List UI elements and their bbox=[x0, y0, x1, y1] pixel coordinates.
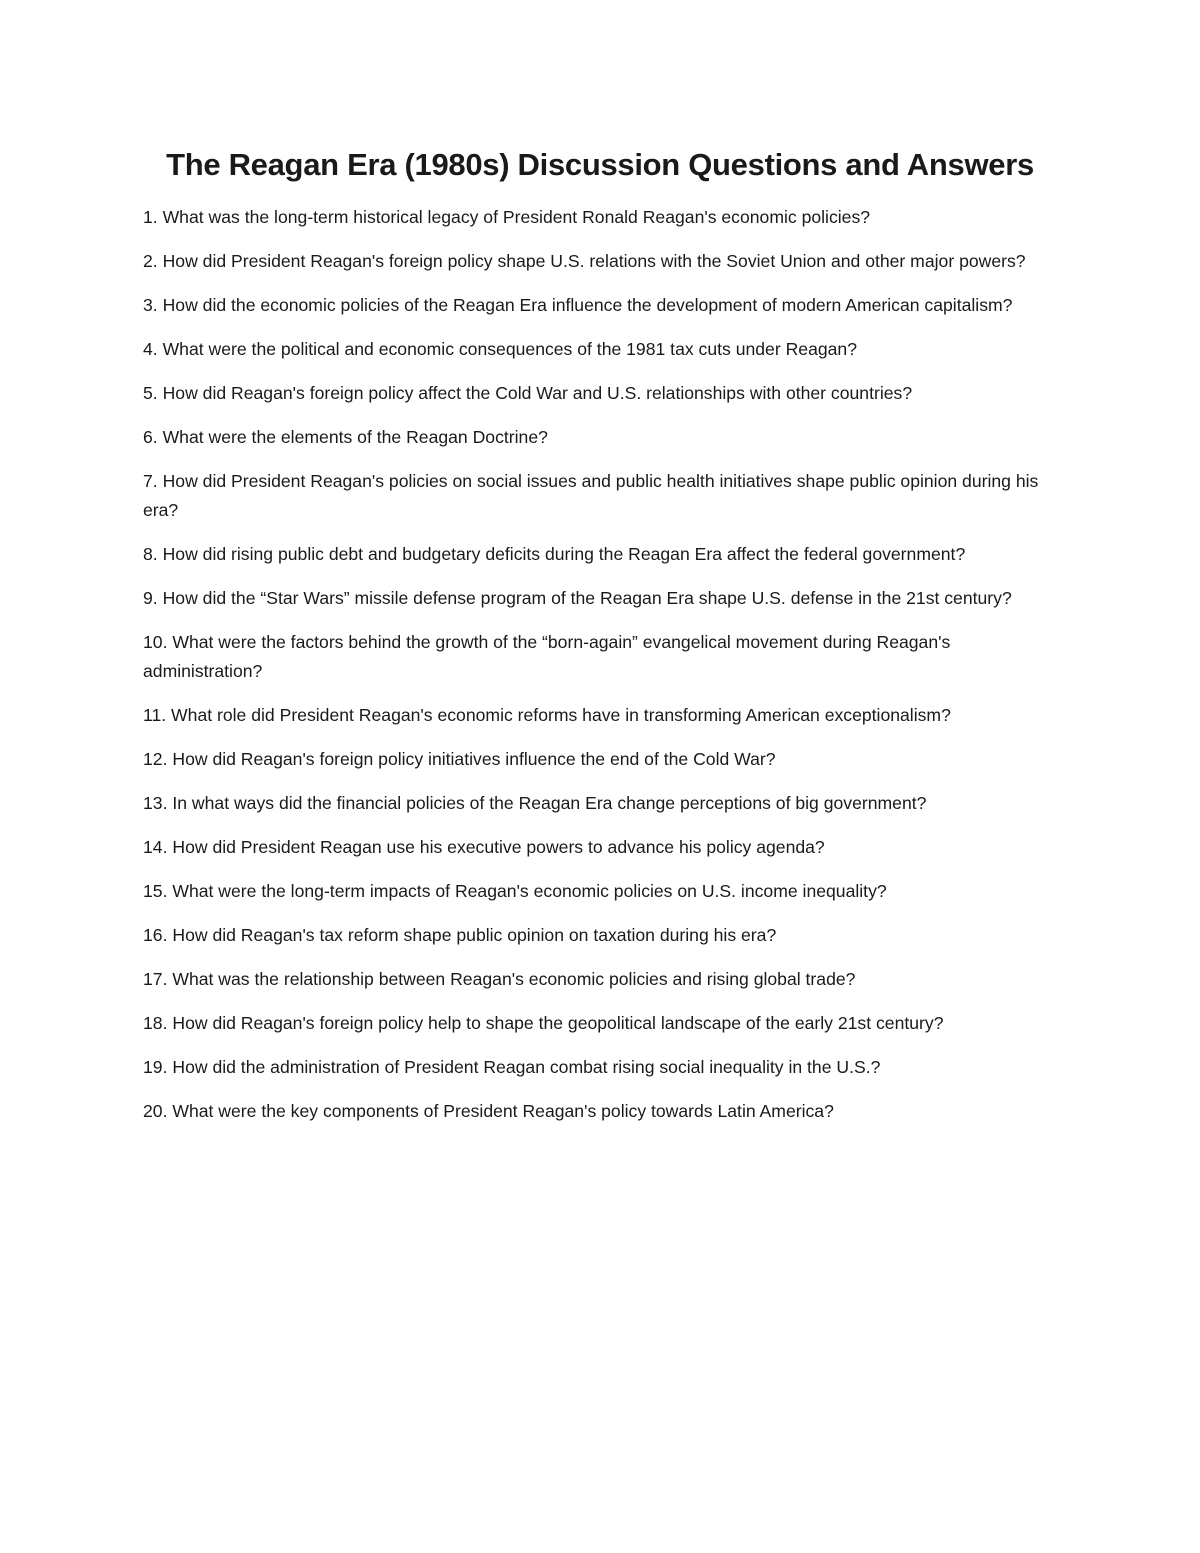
question-item bbox=[143, 833, 1068, 862]
question-item bbox=[143, 335, 1068, 364]
question-text: What were the key components of President Reagan's policy towards Latin America? bbox=[172, 1101, 834, 1121]
question-number: 16. bbox=[143, 925, 168, 945]
question-text: How did rising public debt and budgetary deficits during the Reagan Era affect the federal government? bbox=[162, 544, 966, 564]
question-number: 6. bbox=[143, 427, 158, 447]
question-number: 17. bbox=[143, 969, 168, 989]
question-item bbox=[143, 540, 1068, 569]
question-item bbox=[143, 1053, 1068, 1082]
question-item bbox=[143, 628, 1068, 686]
question-text: How did Reagan's tax reform shape public opinion on taxation during his era? bbox=[172, 925, 777, 945]
question-text: What was the relationship between Reagan's economic policies and rising global trade? bbox=[172, 969, 856, 989]
question-text: What were the political and economic consequences of the 1981 tax cuts under Reagan? bbox=[162, 339, 857, 359]
question-item bbox=[143, 745, 1068, 774]
question-number: 12. bbox=[143, 749, 168, 769]
question-text: How did the economic policies of the Reagan Era influence the development of modern American capitalism? bbox=[162, 295, 1013, 315]
question-text: How did Reagan's foreign policy affect the Cold War and U.S. relationships with other countries? bbox=[162, 383, 913, 403]
question-text: How did Reagan's foreign policy help to shape the geopolitical landscape of the early 21st century? bbox=[172, 1013, 944, 1033]
question-text: What were the elements of the Reagan Doctrine? bbox=[162, 427, 548, 447]
question-number: 13. bbox=[143, 793, 168, 813]
question-item bbox=[143, 1009, 1068, 1038]
question-number: 11. bbox=[143, 705, 167, 725]
question-item bbox=[143, 467, 1068, 525]
question-text: In what ways did the financial policies of the Reagan Era change perceptions of big government? bbox=[172, 793, 927, 813]
question-item bbox=[143, 584, 1068, 613]
question-number: 9. bbox=[143, 588, 158, 608]
question-number: 2. bbox=[143, 251, 158, 271]
question-item bbox=[143, 291, 1068, 320]
question-item bbox=[143, 379, 1068, 408]
question-number: 8. bbox=[143, 544, 158, 564]
question-text: How did Reagan's foreign policy initiatives influence the end of the Cold War? bbox=[172, 749, 776, 769]
question-list bbox=[143, 203, 1068, 1141]
question-item bbox=[143, 965, 1068, 994]
question-text: What was the long-term historical legacy of President Ronald Reagan's economic policies? bbox=[162, 207, 871, 227]
question-number: 20. bbox=[143, 1101, 168, 1121]
question-item bbox=[143, 701, 1068, 730]
question-number: 7. bbox=[143, 471, 158, 491]
question-number: 18. bbox=[143, 1013, 168, 1033]
question-number: 14. bbox=[143, 837, 168, 857]
question-item bbox=[143, 921, 1068, 950]
question-text: How did President Reagan use his executive powers to advance his policy agenda? bbox=[172, 837, 825, 857]
question-text: How did the “Star Wars” missile defense program of the Reagan Era shape U.S. defense in the 21st century? bbox=[162, 588, 1012, 608]
question-item bbox=[143, 877, 1068, 906]
question-number: 19. bbox=[143, 1057, 168, 1077]
question-item bbox=[143, 423, 1068, 452]
question-number: 4. bbox=[143, 339, 158, 359]
question-text: How did President Reagan's foreign policy shape U.S. relations with the Soviet Union and other major powers? bbox=[162, 251, 1026, 271]
question-text: What role did President Reagan's economic reforms have in transforming American exceptionalism? bbox=[171, 705, 951, 725]
question-item bbox=[143, 789, 1068, 818]
question-item bbox=[143, 247, 1068, 276]
question-number: 5. bbox=[143, 383, 158, 403]
question-text: How did the administration of President Reagan combat rising social inequality in the U.S.? bbox=[172, 1057, 881, 1077]
question-number: 10. bbox=[143, 632, 168, 652]
question-text: What were the long-term impacts of Reagan's economic policies on U.S. income inequality? bbox=[172, 881, 887, 901]
question-number: 1. bbox=[143, 207, 158, 227]
document-title: The Reagan Era (1980s) Discussion Questions and Answers bbox=[166, 147, 1034, 182]
question-item bbox=[143, 203, 1068, 232]
question-number: 3. bbox=[143, 295, 158, 315]
question-text: What were the factors behind the growth of the “born-again” evangelical movement during Reagan's administration? bbox=[143, 632, 951, 681]
question-item bbox=[143, 1097, 1068, 1126]
question-number: 15. bbox=[143, 881, 168, 901]
question-text: How did President Reagan's policies on social issues and public health initiatives shape public opinion during his era? bbox=[143, 471, 1039, 520]
